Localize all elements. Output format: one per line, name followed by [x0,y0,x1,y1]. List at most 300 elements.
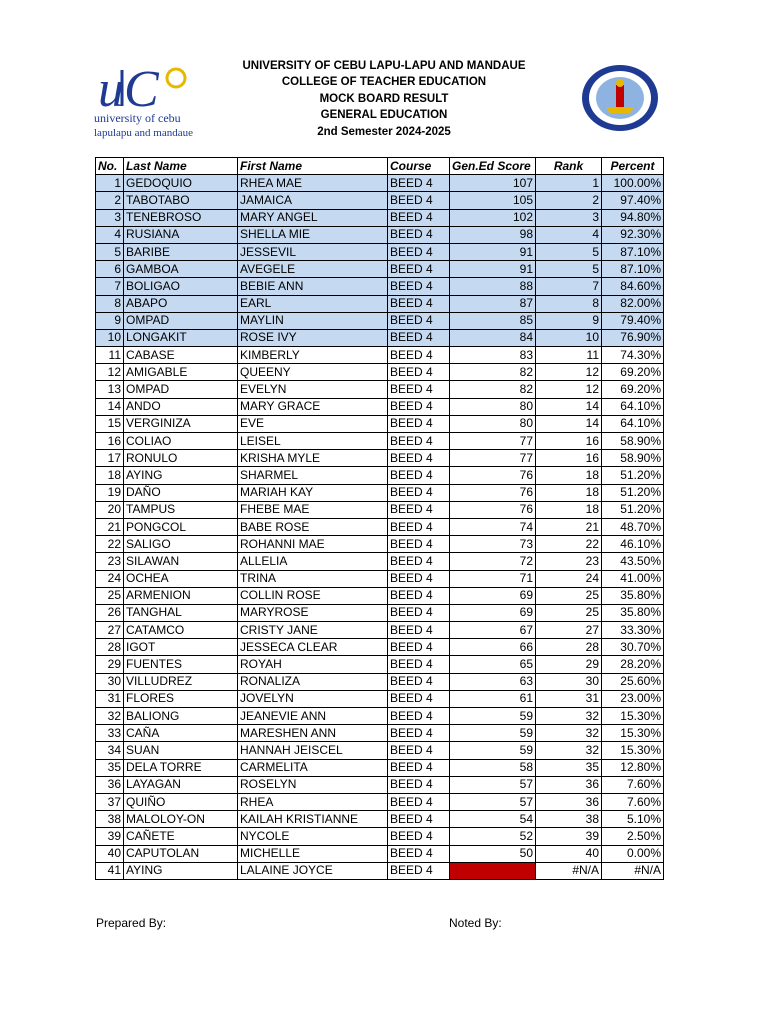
cell-score: 71 [450,570,536,587]
cell-score: 73 [450,536,536,553]
cell-last-name: FUENTES [124,656,238,673]
table-row [96,518,664,535]
cell-no: 24 [96,570,124,587]
cell-last-name: QUIÑO [124,793,238,810]
cell-rank: 11 [536,347,602,364]
cell-rank: 22 [536,536,602,553]
cell-rank: 25 [536,587,602,604]
cell-first-name: MARY GRACE [238,398,388,415]
cell-first-name: ROSELYN [238,776,388,793]
table-row [96,776,664,793]
cell-no: 23 [96,553,124,570]
cell-percent: 7.60% [602,776,664,793]
cell-course: BEED 4 [388,175,450,192]
cell-first-name: SHELLA MIE [238,226,388,243]
table-row [96,793,664,810]
cell-percent: 46.10% [602,536,664,553]
cell-rank: #N/A [536,862,602,879]
col-header-last-name: Last Name [124,158,238,175]
table-row [96,381,664,398]
cell-course: BEED 4 [388,381,450,398]
cell-first-name: KIMBERLY [238,347,388,364]
cell-score: 76 [450,467,536,484]
cell-first-name: SHARMEL [238,467,388,484]
cell-first-name: JOVELYN [238,690,388,707]
cell-score: 74 [450,518,536,535]
cell-course: BEED 4 [388,433,450,450]
results-table [95,157,664,880]
cell-last-name: OMPAD [124,312,238,329]
svg-text:C: C [124,62,159,118]
cell-percent: 51.20% [602,467,664,484]
cell-first-name: BABE ROSE [238,518,388,535]
document-header [0,58,768,140]
cell-course: BEED 4 [388,656,450,673]
cell-rank: 35 [536,759,602,776]
cell-percent: 94.80% [602,209,664,226]
cell-no: 39 [96,828,124,845]
cell-rank: 16 [536,433,602,450]
cell-score: 82 [450,364,536,381]
cell-percent: 87.10% [602,261,664,278]
cell-score: 83 [450,347,536,364]
cell-course: BEED 4 [388,673,450,690]
cell-percent: 15.30% [602,725,664,742]
cell-score: 76 [450,501,536,518]
table-row [96,261,664,278]
cell-score: 69 [450,604,536,621]
cell-no: 20 [96,501,124,518]
cell-score: 98 [450,226,536,243]
cell-percent: 12.80% [602,759,664,776]
cell-percent: 48.70% [602,518,664,535]
cell-percent: 7.60% [602,793,664,810]
cell-first-name: RONALIZA [238,673,388,690]
cell-percent: 92.30% [602,226,664,243]
cell-first-name: KAILAH KRISTIANNE [238,811,388,828]
cell-rank: 31 [536,690,602,707]
table-header-row [96,158,664,175]
table-row [96,604,664,621]
cell-rank: 23 [536,553,602,570]
cell-percent: 15.30% [602,708,664,725]
table-row [96,415,664,432]
cell-score: 82 [450,381,536,398]
cell-percent: 0.00% [602,845,664,862]
cell-first-name: MICHELLE [238,845,388,862]
cell-first-name: ROSE IVY [238,329,388,346]
cell-course: BEED 4 [388,811,450,828]
cell-percent: 79.40% [602,312,664,329]
cell-no: 25 [96,587,124,604]
cell-last-name: BARIBE [124,243,238,260]
cell-first-name: ALLELIA [238,553,388,570]
cell-last-name: SALIGO [124,536,238,553]
cell-rank: 18 [536,501,602,518]
cell-rank: 32 [536,708,602,725]
cell-percent: 100.00% [602,175,664,192]
cell-last-name: PONGCOL [124,518,238,535]
col-header-rank: Rank [536,158,602,175]
cell-no: 11 [96,347,124,364]
cell-first-name: COLLIN ROSE [238,587,388,604]
header-university: UNIVERSITY OF CEBU LAPU-LAPU AND MANDAUE [242,60,526,72]
cell-percent: 5.10% [602,811,664,828]
cell-no: 4 [96,226,124,243]
cell-score: 57 [450,793,536,810]
cell-no: 28 [96,639,124,656]
cell-last-name: CAÑA [124,725,238,742]
cell-score: 77 [450,450,536,467]
cell-last-name: LONGAKIT [124,329,238,346]
header-title: MOCK BOARD RESULT [319,92,449,105]
table-row [96,175,664,192]
cell-last-name: VERGINIZA [124,415,238,432]
cell-rank: 28 [536,639,602,656]
col-header-percent: Percent [602,158,664,175]
cell-course: BEED 4 [388,536,450,553]
cell-last-name: AMIGABLE [124,364,238,381]
cell-course: BEED 4 [388,690,450,707]
cell-no: 19 [96,484,124,501]
cell-no: 3 [96,209,124,226]
cell-percent: 28.20% [602,656,664,673]
cell-score: 85 [450,312,536,329]
cell-score: 102 [450,209,536,226]
cell-no: 15 [96,415,124,432]
cell-score: 80 [450,398,536,415]
cell-score: 61 [450,690,536,707]
table-row [96,398,664,415]
svg-text:u: u [98,62,124,118]
cell-first-name: JEANEVIE ANN [238,708,388,725]
cell-last-name: CABASE [124,347,238,364]
cell-course: BEED 4 [388,776,450,793]
cell-first-name: JESSECA CLEAR [238,639,388,656]
cell-percent: 23.00% [602,690,664,707]
cell-last-name: BALIONG [124,708,238,725]
cell-no: 27 [96,622,124,639]
cell-course: BEED 4 [388,793,450,810]
cell-percent: 51.20% [602,501,664,518]
cell-course: BEED 4 [388,415,450,432]
cell-course: BEED 4 [388,295,450,312]
cell-percent: 74.30% [602,347,664,364]
table-row [96,295,664,312]
cell-no: 6 [96,261,124,278]
cell-first-name: MARESHEN ANN [238,725,388,742]
cell-score: 105 [450,192,536,209]
cell-percent: 69.20% [602,381,664,398]
cell-score: 69 [450,587,536,604]
cell-last-name: SUAN [124,742,238,759]
table-row [96,725,664,742]
cell-course: BEED 4 [388,347,450,364]
cell-last-name: TAMPUS [124,501,238,518]
cell-percent: 35.80% [602,587,664,604]
cell-rank: 39 [536,828,602,845]
cell-rank: 1 [536,175,602,192]
cell-score: 54 [450,811,536,828]
cell-course: BEED 4 [388,243,450,260]
cell-rank: 9 [536,312,602,329]
cell-course: BEED 4 [388,553,450,570]
header-college: COLLEGE OF TEACHER EDUCATION [281,76,487,89]
cell-no: 1 [96,175,124,192]
cell-rank: 7 [536,278,602,295]
cell-last-name: ARMENION [124,587,238,604]
table-row [96,639,664,656]
cell-course: BEED 4 [388,639,450,656]
cell-first-name: AVEGELE [238,261,388,278]
cell-last-name: RONULO [124,450,238,467]
cell-course: BEED 4 [388,278,450,295]
cell-no: 29 [96,656,124,673]
cell-percent: 43.50% [602,553,664,570]
table-row [96,484,664,501]
cell-percent: 25.60% [602,673,664,690]
cell-no: 18 [96,467,124,484]
table-row [96,553,664,570]
cell-percent: 64.10% [602,415,664,432]
cell-first-name: FHEBE MAE [238,501,388,518]
cell-rank: 5 [536,243,602,260]
cell-no: 35 [96,759,124,776]
cell-rank: 32 [536,742,602,759]
table-row [96,209,664,226]
cell-no: 41 [96,862,124,879]
cell-score: 91 [450,261,536,278]
cell-score: 58 [450,759,536,776]
cell-no: 2 [96,192,124,209]
cell-last-name: ABAPO [124,295,238,312]
cell-no: 16 [96,433,124,450]
cell-rank: 10 [536,329,602,346]
cell-rank: 25 [536,604,602,621]
cell-rank: 5 [536,261,602,278]
cell-course: BEED 4 [388,604,450,621]
noted-by-label: Noted By: [449,916,502,930]
table-row [96,226,664,243]
cell-score: 91 [450,243,536,260]
cell-rank: 18 [536,484,602,501]
table-row [96,433,664,450]
cell-no: 38 [96,811,124,828]
cell-first-name: EARL [238,295,388,312]
cell-no: 40 [96,845,124,862]
cell-last-name: OCHEA [124,570,238,587]
cell-course: BEED 4 [388,570,450,587]
table-row [96,759,664,776]
cell-percent: 35.80% [602,604,664,621]
cell-percent: 97.40% [602,192,664,209]
cell-first-name: JESSEVIL [238,243,388,260]
table-row [96,811,664,828]
cell-first-name: QUEENY [238,364,388,381]
cell-first-name: KRISHA MYLE [238,450,388,467]
cell-rank: 27 [536,622,602,639]
cell-score: 77 [450,433,536,450]
col-header-first-name: First Name [238,158,388,175]
cell-last-name: AYING [124,862,238,879]
cell-percent: 30.70% [602,639,664,656]
cell-course: BEED 4 [388,226,450,243]
cell-last-name: MALOLOY-ON [124,811,238,828]
cell-score: 107 [450,175,536,192]
cell-no: 7 [96,278,124,295]
cell-score: 63 [450,673,536,690]
cell-rank: 14 [536,415,602,432]
cell-course: BEED 4 [388,261,450,278]
cell-last-name: AYING [124,467,238,484]
cell-first-name: LALAINE JOYCE [238,862,388,879]
cell-percent: 41.00% [602,570,664,587]
cell-course: BEED 4 [388,845,450,862]
table-row [96,501,664,518]
cell-course: BEED 4 [388,708,450,725]
cell-last-name: TENEBROSO [124,209,238,226]
cell-course: BEED 4 [388,484,450,501]
cell-course: BEED 4 [388,759,450,776]
table-row [96,673,664,690]
cell-first-name: MARIAH KAY [238,484,388,501]
cell-percent: 82.00% [602,295,664,312]
cell-no: 8 [96,295,124,312]
table-row [96,450,664,467]
cell-score: 88 [450,278,536,295]
table-row [96,845,664,862]
table-row [96,278,664,295]
cell-rank: 30 [536,673,602,690]
table-row [96,192,664,209]
cell-first-name: TRINA [238,570,388,587]
cell-last-name: FLORES [124,690,238,707]
table-row [96,467,664,484]
cell-score: 87 [450,295,536,312]
cell-course: BEED 4 [388,501,450,518]
cell-no: 32 [96,708,124,725]
cell-course: BEED 4 [388,209,450,226]
cell-rank: 38 [536,811,602,828]
cell-first-name: CARMELITA [238,759,388,776]
prepared-by-label: Prepared By: [96,916,167,930]
cell-last-name: COLIAO [124,433,238,450]
cell-no: 33 [96,725,124,742]
cell-no: 10 [96,329,124,346]
cell-last-name: GEDOQUIO [124,175,238,192]
cell-first-name: BEBIE ANN [238,278,388,295]
cell-first-name: RHEA [238,793,388,810]
cell-no: 30 [96,673,124,690]
table-row [96,364,664,381]
cell-last-name: GAMBOA [124,261,238,278]
cell-first-name: ROHANNI MAE [238,536,388,553]
table-row [96,656,664,673]
cell-no: 34 [96,742,124,759]
logo-text-1: university of cebu [94,111,181,125]
cell-last-name: BOLIGAO [124,278,238,295]
cell-score: 72 [450,553,536,570]
cell-no: 37 [96,793,124,810]
cell-course: BEED 4 [388,329,450,346]
cell-rank: 40 [536,845,602,862]
cell-last-name: CAPUTOLAN [124,845,238,862]
cell-course: BEED 4 [388,622,450,639]
cell-percent: 84.60% [602,278,664,295]
cell-last-name: SILAWAN [124,553,238,570]
cell-score: 59 [450,742,536,759]
cell-last-name: RUSIANA [124,226,238,243]
cell-score: 52 [450,828,536,845]
cell-percent: 76.90% [602,329,664,346]
cell-score: 50 [450,845,536,862]
cell-score: 76 [450,484,536,501]
cell-score: 66 [450,639,536,656]
cell-no: 36 [96,776,124,793]
cell-last-name: OMPAD [124,381,238,398]
cell-course: BEED 4 [388,398,450,415]
cell-percent: 64.10% [602,398,664,415]
cell-score: 59 [450,725,536,742]
cell-course: BEED 4 [388,312,450,329]
cell-no: 21 [96,518,124,535]
cell-score: 84 [450,329,536,346]
cell-percent: #N/A [602,862,664,879]
cell-rank: 32 [536,725,602,742]
cell-no: 5 [96,243,124,260]
col-header-score: Gen.Ed Score [450,158,536,175]
cell-course: BEED 4 [388,364,450,381]
cell-rank: 18 [536,467,602,484]
table-row [96,312,664,329]
cell-first-name: MARY ANGEL [238,209,388,226]
cell-rank: 14 [536,398,602,415]
cell-last-name: CAÑETE [124,828,238,845]
cell-rank: 12 [536,381,602,398]
cell-first-name: NYCOLE [238,828,388,845]
table-row [96,622,664,639]
cell-last-name: DAÑO [124,484,238,501]
cell-score: 80 [450,415,536,432]
cell-rank: 36 [536,793,602,810]
table-row [96,708,664,725]
cell-first-name: LEISEL [238,433,388,450]
cell-last-name: LAYAGAN [124,776,238,793]
cell-course: BEED 4 [388,862,450,879]
cell-first-name: EVE [238,415,388,432]
header-subject: GENERAL EDUCATION [320,109,448,122]
table-row [96,828,664,845]
cell-rank: 3 [536,209,602,226]
cell-last-name: IGOT [124,639,238,656]
cell-course: BEED 4 [388,192,450,209]
cell-rank: 21 [536,518,602,535]
cell-last-name: TANGHAL [124,604,238,621]
cell-course: BEED 4 [388,742,450,759]
cell-rank: 24 [536,570,602,587]
cell-course: BEED 4 [388,518,450,535]
cell-course: BEED 4 [388,467,450,484]
col-header-no: No. [96,158,124,175]
cell-last-name: TABOTABO [124,192,238,209]
table-row [96,347,664,364]
header-semester: 2nd Semester 2024-2025 [317,125,451,138]
cell-course: BEED 4 [388,450,450,467]
cell-first-name: EVELYN [238,381,388,398]
cell-first-name: MAYLIN [238,312,388,329]
cell-first-name: JAMAICA [238,192,388,209]
cell-percent: 33.30% [602,622,664,639]
